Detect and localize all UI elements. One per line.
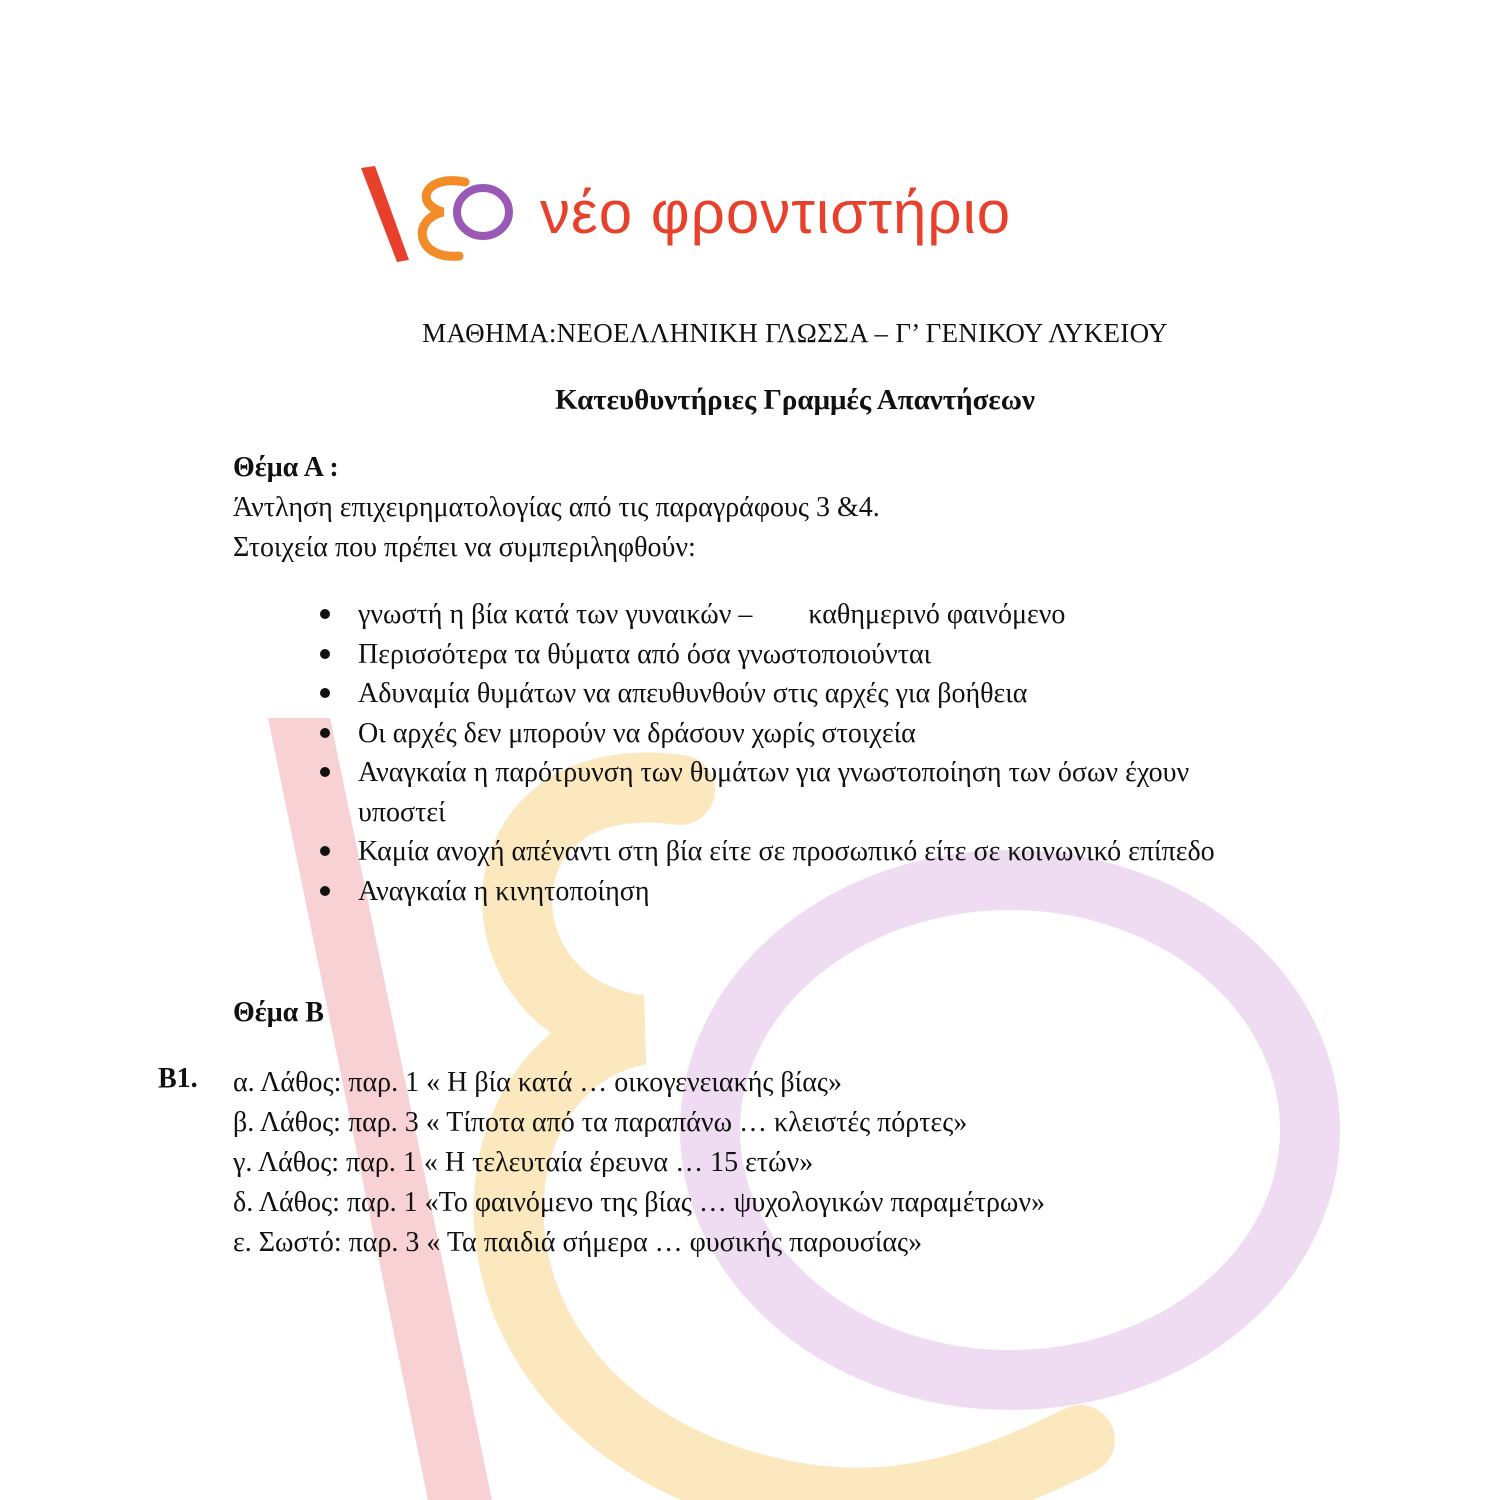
list-item: β. Λάθος: παρ. 3 « Τίποτα από τα παραπάνω … κλειστές πόρτες» (233, 1107, 968, 1138)
logo-red-stroke (361, 166, 409, 262)
bullet-icon (320, 688, 330, 698)
bullet-icon (320, 609, 330, 619)
theme-a-heading: Θέμα Α : (233, 452, 339, 483)
course-title: ΜΑΘΗΜΑ:ΝΕΟΕΛΛΗΝΙΚΗ ΓΛΩΣΣΑ – Γ’ ΓΕΝΙΚΟΥ ΛΥΚΕΙΟΥ (422, 318, 1168, 348)
page-subtitle: Κατευθυντήριες Γραμμές Απαντήσεων (555, 384, 1035, 416)
bullet-icon (320, 846, 330, 856)
list-item (320, 595, 1320, 635)
logo-purple-ring (457, 188, 509, 236)
list-item: ε. Σωστό: παρ. 3 « Τα παιδιά σήμερα … φυσικής παρουσίας» (233, 1227, 923, 1258)
list-item (320, 753, 1278, 832)
bullet-text: Περισσότερα τα θύματα από όσα γνωστοποιούνται (358, 638, 932, 670)
list-item: α. Λάθος: παρ. 1 « Η βία κατά … οικογενειακής βίας» (233, 1067, 842, 1098)
bullet-icon (320, 649, 330, 659)
b1-answer-list (233, 1063, 1045, 1263)
list-item (320, 832, 1320, 872)
bullet-text: Αναγκαία η παρότρυνση των θυμάτων για γνωστοποίηση των όσων έχουν υποστεί (358, 757, 1190, 828)
theme-b-heading: Θέμα Β (233, 997, 324, 1028)
bullet-text: Αδυναμία θυμάτων να απευθυνθούν στις αρχές για βοήθεια (358, 678, 1028, 709)
brand-name: νέο φροντιστήριο (540, 179, 1012, 246)
bullet-text: Αναγκαία η κινητοποίηση (358, 875, 650, 907)
theme-a-elements-label: Στοιχεία που πρέπει να συμπεριληφθούν: (233, 532, 696, 563)
bullet-text: Οι αρχές δεν μπορούν να δράσουν χωρίς στοιχεία (358, 717, 916, 749)
list-item (320, 674, 1320, 714)
list-item: γ. Λάθος: παρ. 1 « Η τελευταία έρευνα … 15 ετών» (233, 1147, 814, 1178)
bullet-icon (320, 886, 330, 896)
b1-label: Β1. (158, 1063, 198, 1094)
list-item (320, 714, 1320, 754)
theme-a-bullet-list (320, 595, 1320, 911)
bullet-icon (320, 767, 330, 777)
bullet-text: γνωστή η βία κατά των γυναικών – καθημερινό φαινόμενο (358, 599, 1066, 630)
bullet-icon (320, 728, 330, 738)
list-item (320, 872, 1320, 912)
theme-a-intro: Άντληση επιχειρηματολογίας από τις παραγράφους 3 &4. (233, 492, 880, 523)
bullet-text: Καμία ανοχή απέναντι στη βία είτε σε προσωπικό είτε σε κοινωνικό επίπεδο (358, 836, 1215, 867)
list-item (320, 635, 1320, 675)
list-item: δ. Λάθος: παρ. 1 «Το φαινόμενο της βίας … ψυχολογικών παραμέτρων» (233, 1187, 1045, 1218)
